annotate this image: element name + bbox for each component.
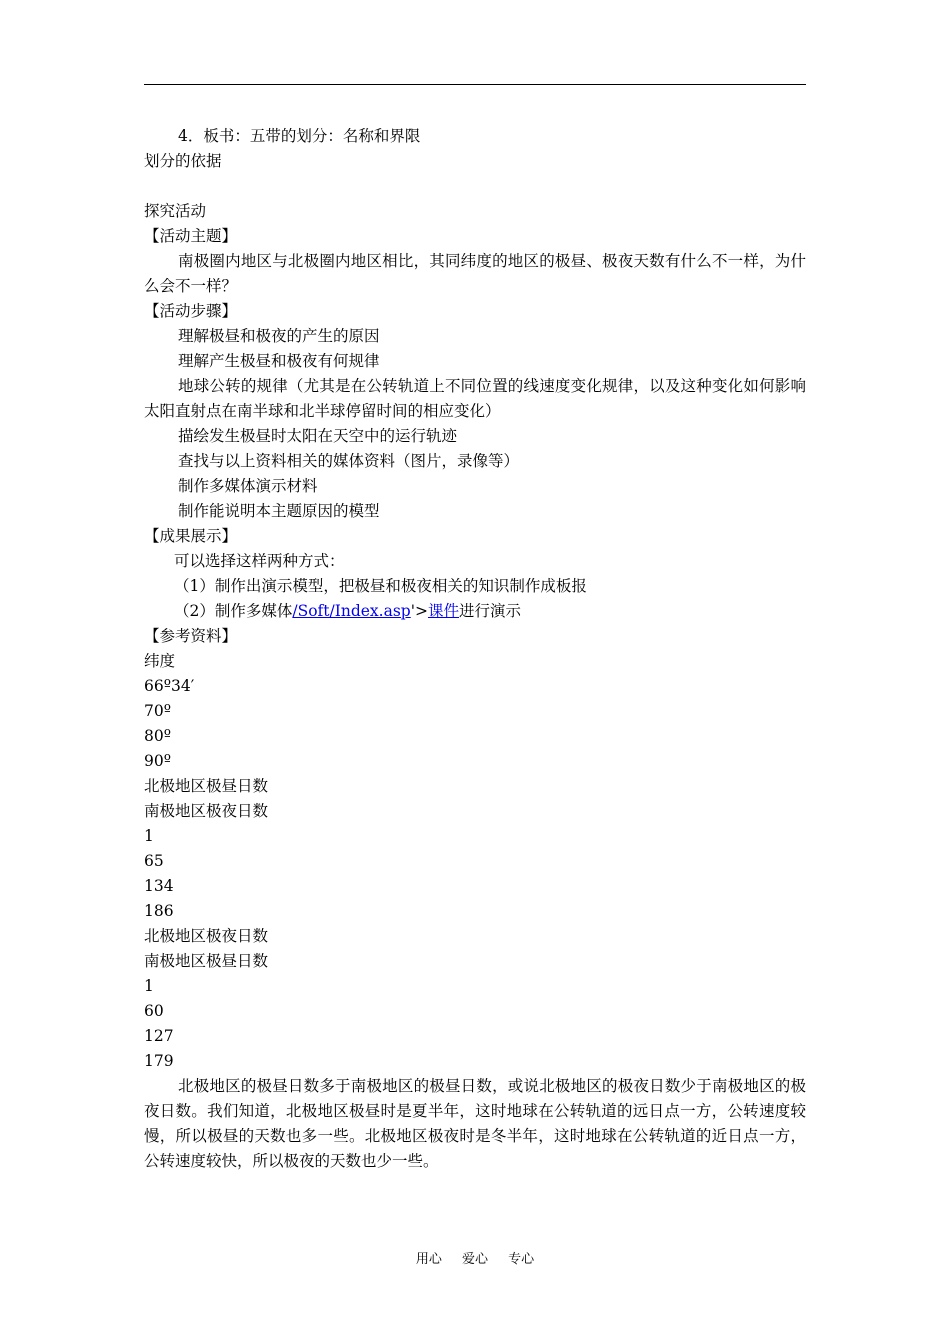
table-cell: 179 <box>144 1052 174 1070</box>
table-cell: 1 <box>144 977 154 995</box>
result-item-2 <box>144 599 806 624</box>
heading-line: 4．板书：五带的划分：名称和界限 <box>178 127 421 145</box>
result-2-suffix: 进行演示 <box>459 602 522 620</box>
step-item: 制作能说明本主题原因的模型 <box>178 502 380 520</box>
step-item: 理解极昼和极夜的产生的原因 <box>178 327 380 345</box>
soft-index-link[interactable]: /Soft/Index.asp <box>292 602 411 620</box>
blank-line <box>144 174 806 199</box>
theme-text: 南极圈内地区与北极圈内地区相比，其同纬度的地区的极昼、极夜天数有什么不一样，为什么会不一样？ <box>144 252 806 295</box>
result-2-mid: '> <box>410 602 428 620</box>
basis-line: 划分的依据 <box>144 152 222 170</box>
step-item: 描绘发生极昼时太阳在天空中的运行轨迹 <box>178 427 458 445</box>
reference-table <box>144 649 806 1074</box>
table-cell: 北极地区极昼日数 <box>144 777 269 795</box>
table-cell: 134 <box>144 877 174 895</box>
table-cell: 南极地区极昼日数 <box>144 952 269 970</box>
conclusion-paragraph: 北极地区的极昼日数多于南极地区的极昼日数，或说北极地区的极夜日数少于南极地区的极夜日数。我们知道，北极地区极昼时是夏半年，这时地球在公转轨道的远日点一方，公转速度较慢，所以极昼的天数也多一些。北极地区极夜时是冬半年，这时地球在公转轨道的近日点一方，公转速度较快，所以极夜的天数也少一些。 <box>144 1077 806 1170</box>
step-item-long: 地球公转的规律（尤其是在公转轨道上不同位置的线速度变化规律，以及这种变化如何影响太阳直射点在南半球和北半球停留时间的相应变化） <box>144 377 806 420</box>
table-cell: 80º <box>144 727 172 745</box>
table-cell: 65 <box>144 852 164 870</box>
table-cell: 66º34′ <box>144 677 195 695</box>
result-2-prefix: （2）制作多媒体 <box>174 602 293 620</box>
steps-header: 【活动步骤】 <box>144 302 238 320</box>
results-header: 【成果展示】 <box>144 527 238 545</box>
table-cell: 南极地区极夜日数 <box>144 802 269 820</box>
step-item: 制作多媒体演示材料 <box>178 477 318 495</box>
table-cell: 127 <box>144 1027 174 1045</box>
table-cell: 60 <box>144 1002 164 1020</box>
result-item-1: （1）制作出演示模型，把极昼和极夜相关的知识制作成板报 <box>174 577 587 595</box>
table-cell: 纬度 <box>144 652 176 670</box>
step-item: 理解产生极昼和极夜有何规律 <box>178 352 380 370</box>
header-rule <box>144 84 806 85</box>
footer-word: 用心 <box>415 1252 442 1267</box>
table-cell: 北极地区极夜日数 <box>144 927 269 945</box>
table-cell: 186 <box>144 902 174 920</box>
table-cell: 1 <box>144 827 154 845</box>
table-cell: 70º <box>144 702 172 720</box>
reference-header: 【参考资料】 <box>144 627 238 645</box>
results-intro: 可以选择这样两种方式： <box>174 552 345 570</box>
theme-header: 【活动主题】 <box>144 227 238 245</box>
page-footer <box>0 1248 950 1267</box>
document-body <box>144 124 806 1174</box>
footer-word: 爱心 <box>461 1252 488 1267</box>
table-cell: 90º <box>144 752 172 770</box>
step-item: 查找与以上资料相关的媒体资料（图片，录像等） <box>178 452 520 470</box>
footer-word: 专心 <box>508 1252 535 1267</box>
section-title: 探究活动 <box>144 202 207 220</box>
courseware-link[interactable]: 课件 <box>427 602 459 620</box>
